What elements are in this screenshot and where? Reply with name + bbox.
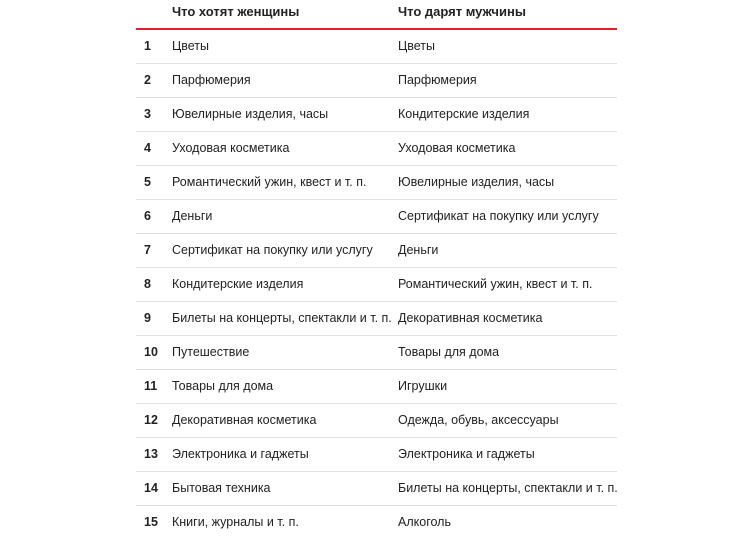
rank-number: 7 <box>144 243 151 257</box>
rank-number: 9 <box>144 311 151 325</box>
women-want-cell: Путешествие <box>172 345 250 359</box>
table-row <box>136 64 617 98</box>
header-women-want: Что хотят женщины <box>172 4 300 19</box>
women-want-cell: Билеты на концерты, спектакли и т. п. <box>172 311 392 325</box>
rank-number: 4 <box>144 141 151 155</box>
women-want-cell: Сертификат на покупку или услугу <box>172 243 373 257</box>
table-row <box>136 370 617 404</box>
table-row <box>136 268 617 302</box>
men-give-cell: Уходовая косметика <box>398 141 516 155</box>
men-give-cell: Сертификат на покупку или услугу <box>398 209 599 223</box>
table-row <box>136 438 617 472</box>
women-want-cell: Бытовая техника <box>172 481 271 495</box>
women-want-cell: Деньги <box>172 209 213 223</box>
table-row <box>136 166 617 200</box>
women-want-cell: Товары для дома <box>172 379 274 393</box>
women-want-cell: Цветы <box>172 39 209 53</box>
men-give-cell: Товары для дома <box>398 345 500 359</box>
rank-number: 15 <box>144 515 158 529</box>
men-give-cell: Игрушки <box>398 379 448 393</box>
gift-comparison-table <box>136 0 617 539</box>
table-row <box>136 506 617 539</box>
women-want-cell: Парфюмерия <box>172 73 251 87</box>
women-want-cell: Ювелирные изделия, часы <box>172 107 329 121</box>
table-row <box>136 336 617 370</box>
table-row <box>136 132 617 166</box>
rank-number: 13 <box>144 447 158 461</box>
table-row <box>136 200 617 234</box>
table-row <box>136 98 617 132</box>
men-give-cell: Романтический ужин, квест и т. п. <box>398 277 593 291</box>
women-want-cell: Декоративная косметика <box>172 413 317 427</box>
table-row <box>136 234 617 268</box>
rank-number: 6 <box>144 209 151 223</box>
rank-number: 3 <box>144 107 151 121</box>
men-give-cell: Кондитерские изделия <box>398 107 530 121</box>
rank-number: 14 <box>144 481 158 495</box>
men-give-cell: Декоративная косметика <box>398 311 543 325</box>
rank-number: 11 <box>144 379 158 393</box>
women-want-cell: Книги, журналы и т. п. <box>172 515 299 529</box>
rank-number: 2 <box>144 73 151 87</box>
table-row <box>136 404 617 438</box>
women-want-cell: Кондитерские изделия <box>172 277 304 291</box>
rank-number: 1 <box>144 39 151 53</box>
men-give-cell: Электроника и гаджеты <box>398 447 535 461</box>
men-give-cell: Билеты на концерты, спектакли и т. п. <box>398 481 618 495</box>
men-give-cell: Алкоголь <box>398 515 451 529</box>
rank-number: 8 <box>144 277 151 291</box>
table-header <box>136 0 617 30</box>
women-want-cell: Электроника и гаджеты <box>172 447 309 461</box>
rank-number: 10 <box>144 345 158 359</box>
women-want-cell: Уходовая косметика <box>172 141 290 155</box>
rank-number: 5 <box>144 175 151 189</box>
table-row <box>136 472 617 506</box>
table-row <box>136 302 617 336</box>
men-give-cell: Парфюмерия <box>398 73 477 87</box>
men-give-cell: Одежда, обувь, аксессуары <box>398 413 559 427</box>
men-give-cell: Ювелирные изделия, часы <box>398 175 555 189</box>
rank-number: 12 <box>144 413 158 427</box>
table-body <box>136 30 617 539</box>
men-give-cell: Цветы <box>398 39 435 53</box>
table-row <box>136 30 617 64</box>
men-give-cell: Деньги <box>398 243 439 257</box>
women-want-cell: Романтический ужин, квест и т. п. <box>172 175 367 189</box>
header-men-give: Что дарят мужчины <box>398 4 526 19</box>
